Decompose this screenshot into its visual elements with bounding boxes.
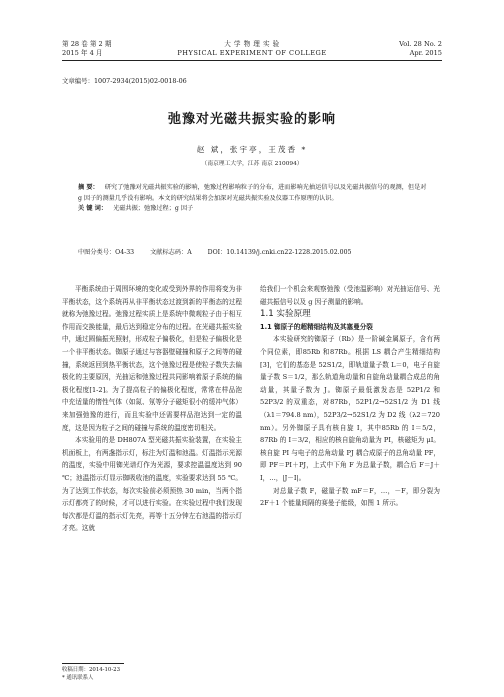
body-paragraph: 对总量子数 F，磁量子数 mF＝F，…，－F，即分裂为 2F＋1 个能量间隔的赛曼子能级，如图 1 所示。 [260,486,440,508]
date-cn: 2015 年 4 月 [62,49,103,57]
abstract [78,183,430,215]
keywords-block [78,204,430,215]
abstract-label: 摘 要： [78,184,99,191]
journal-name-en: PHYSICAL EXPERIMENT OF COLLEGE [177,49,327,57]
doi: DOI：10.14139/j.cnki.cn22-1228.2015.02.005 [207,249,352,256]
corresponding-author-note: * 通讯联系人 [62,675,94,681]
running-header-right [399,40,442,58]
body-paragraph: 平衡系统由于周围环境的变化或受到外界的作用将变为非平衡状态，这个系统再从非平衡状态过渡到新的平衡态的过程就称为弛豫过程。弛豫过程实质上是系统中微观粒子由于相互作用而交换能量，最后达到稳定分布的过程。在光磁共振实验中，通过圆偏振光照射，形成粒子偏极化，但是粒子偏极化是一个非平衡状态。铷原子通过与容器壁碰撞和原子之间等的碰撞，系统返回到热平衡状态，这个弛豫过程是使粒子数失去偏极化的主要原因，光抽运和弛豫过程共同影响着原子系统的偏极化程度[1-2]。为了提高粒子的偏极化程度，常常在样品泡中充适量的惰性气体（如氮、氖等分子磁矩很小的缓冲气体）来加强弛豫的进行，而且实验中还需要样品泡达到一定的温度，这是因为粒子之间的碰撞与系统的温度密切相关。 [62,285,242,432]
abstract-block [78,183,430,204]
body-paragraph: 本实验用的是 DH807A 型光磁共振实验装置，在实验主机面板上，有两盏指示灯，标注为灯温和池温。灯温指示光源的温度，实验中用铷光谱灯作为光源，要求控温温度达到 90 ℃；池温指示灯显示铷吸收池的温度，实验要求达到 55 ℃。为了达到工作状态，每次实验前必须预热 30 min，当两个指示灯都亮了的时候，才可以进行实验。在实验过程中我们发现每次都是灯温的指示灯先亮，再等十五分钟左右池温的指示灯才亮。这就 [62,436,242,533]
volume-issue-cn: 第 28 卷 第 2 期 [62,40,112,48]
keywords-label: 关 键 词： [78,205,108,212]
body-paragraph: 给我们一个机会来观察弛豫（受池温影响）对光抽运信号、光磁共振信号以及 g 因子测量的影响。 [260,285,440,306]
document-code: 文献标志码：A [150,249,192,256]
keywords-text: 光磁共振；弛豫过程；g 因子 [113,205,194,212]
header-rule [62,60,442,61]
section-heading: 1.1 实验原理 [260,309,311,320]
journal-name-cn: 大 学 物 理 实 验 [224,40,280,48]
footnote-rule [62,663,124,664]
classification-row [78,247,430,256]
date-en: Apr. 2015 [409,49,442,57]
subsection-heading: 1.1 铷原子的超精细结构及其塞曼分裂 [260,322,373,331]
body-paragraph: 本实验研究的铷原子（Rb）是一阶碱金属原子，含有两个同位素，即85Rb 和87Rb。根据 LS 耦合产生精细结构[3]，它们的基态是 52S1/2，即轨道量子数 L＝0，电子自旋量子数 S＝1/2，那么轨道角动量和自旋角动量耦合成总的角动量，其量子数为 J。铷原子最低激发态是 52P1/2 和 52P3/2 的双重态，对87Rb，52P1/2→52S1/2 为 D1 线（λ1＝794.8 nm），52P3/2→52S1/2 为 D2 线（λ2＝720 nm）。另外铷原子具有核自旋 I，其中85Rb 的 I＝5/2，87Rb 的 I＝3/2，相应的核自旋角动量为 PI，核磁矩为 μI。核自旋 PI 与电子的总角动量 PJ 耦合成原子的总角动量 PF，即 PF＝PI＋PJ，上式中下角 F 为总量子数，耦合后 F＝J＋I，…，|J－I|。 [260,335,440,482]
affiliation: （南京理工大学，江苏 南京 210094） [201,161,303,167]
paper-title: 弛豫对光磁共振实验的影响 [167,112,336,127]
abstract-text: 研究了弛豫对光磁共振实验的影响，弛豫过程影响粒子的分布，进而影响光抽运信号以及光磁共振信号的观测，但是对 g 因子的测量几乎没有影响。本文的研究结果将会加深对光磁共振实验及仪器工作原理的认识。 [78,184,427,202]
running-header-center [150,40,354,58]
running-header-left [62,40,111,58]
body-left-column [62,283,242,535]
author-list: 赵 斌，张宇亭，王茂香 * [196,145,308,154]
received-date: 收稿日期：2014-10-23 [62,667,121,673]
footnote [62,666,120,682]
article-number: 文章编号：1007-2934(2015)02-0018-06 [62,77,187,85]
volume-issue-en: Vol. 28 No. 2 [399,40,442,48]
body-right-column [260,283,440,510]
clc-number: 中图分类号：O4-33 [78,249,135,256]
